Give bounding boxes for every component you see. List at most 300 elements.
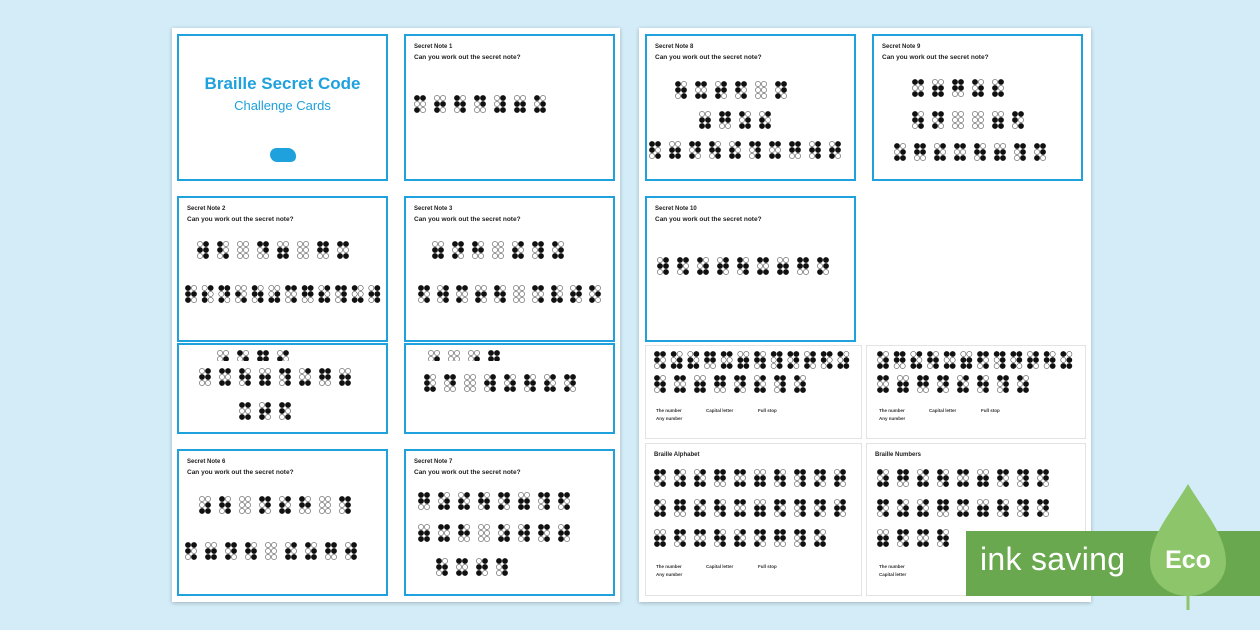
braille-dot — [721, 363, 726, 368]
braille-dot — [325, 297, 330, 302]
braille-dot — [245, 548, 250, 553]
braille-dot — [721, 81, 726, 86]
braille-dot — [514, 95, 519, 100]
braille-dot — [458, 247, 463, 252]
braille-dot — [810, 351, 815, 356]
braille-dot — [448, 356, 453, 361]
braille-dot — [780, 535, 785, 540]
braille-dot — [263, 253, 268, 258]
braille-dot — [291, 291, 296, 296]
braille-dot — [524, 530, 529, 535]
card-question: Can you work out the secret note? — [187, 469, 294, 476]
braille-dots — [654, 374, 814, 402]
braille-dot — [191, 291, 196, 296]
braille-dot — [804, 351, 809, 356]
braille-dot — [524, 374, 529, 379]
braille-dot — [223, 356, 228, 361]
braille-dot — [734, 381, 739, 386]
braille-dot — [440, 107, 445, 112]
braille-dot — [265, 548, 270, 553]
braille-dot — [741, 93, 746, 98]
braille-dot — [911, 363, 916, 368]
braille-dot — [780, 511, 785, 516]
braille-dot — [781, 87, 786, 92]
braille-dot — [454, 107, 459, 112]
braille-dot — [783, 257, 788, 262]
braille-dot — [680, 481, 685, 486]
braille-dot — [464, 386, 469, 391]
braille-dot — [649, 153, 654, 158]
braille-dot — [794, 387, 799, 392]
braille-dot — [660, 469, 665, 474]
braille-dot — [827, 363, 832, 368]
braille-dot — [481, 285, 486, 290]
braille-dot — [900, 143, 905, 148]
braille-dot — [551, 285, 556, 290]
braille-dot — [557, 297, 562, 302]
braille-dot — [432, 253, 437, 258]
braille-dot — [923, 541, 928, 546]
braille-dot — [734, 387, 739, 392]
braille-dot — [827, 357, 832, 362]
braille-dot — [903, 499, 908, 504]
braille-dot — [660, 529, 665, 534]
braille-dot — [917, 529, 922, 534]
braille-dot — [674, 475, 679, 480]
braille-dot — [544, 524, 549, 529]
braille-dot — [518, 498, 523, 503]
braille-dot — [375, 285, 380, 290]
braille-dot — [944, 357, 949, 362]
braille-dot — [277, 350, 282, 355]
braille-dot — [510, 386, 515, 391]
braille-dot — [780, 505, 785, 510]
braille-dot — [774, 469, 779, 474]
braille-dot — [1061, 351, 1066, 356]
braille-dot — [252, 297, 257, 302]
braille-dot — [351, 542, 356, 547]
braille-dot — [937, 505, 942, 510]
braille-dot — [740, 481, 745, 486]
braille-dot — [552, 247, 557, 252]
braille-dot — [721, 93, 726, 98]
braille-dot — [952, 91, 957, 96]
braille-dot — [937, 475, 942, 480]
braille-dot — [251, 542, 256, 547]
braille-dot — [769, 147, 774, 152]
braille-dot — [205, 368, 210, 373]
braille-dot — [245, 402, 250, 407]
braille-dot — [794, 529, 799, 534]
braille-dot — [478, 241, 483, 246]
braille-dot — [1040, 155, 1045, 160]
braille-dot — [734, 529, 739, 534]
braille-dot — [840, 499, 845, 504]
braille-dot — [755, 141, 760, 146]
braille-dot — [923, 387, 928, 392]
braille-dot — [781, 93, 786, 98]
braille-dot — [660, 357, 665, 362]
braille-dot — [983, 363, 988, 368]
braille-dot — [957, 505, 962, 510]
braille-dot — [694, 535, 699, 540]
braille-dot — [681, 81, 686, 86]
braille-dot — [809, 153, 814, 158]
braille-dot — [720, 469, 725, 474]
braille-dot — [800, 499, 805, 504]
braille-dot — [319, 374, 324, 379]
braille-dot — [335, 297, 340, 302]
braille-dot — [538, 285, 543, 290]
braille-dot — [448, 350, 453, 355]
braille-dot — [714, 381, 719, 386]
braille-dot — [961, 351, 966, 356]
braille-dot — [694, 357, 699, 362]
braille-dot — [654, 511, 659, 516]
braille-dot — [933, 363, 938, 368]
braille-dot — [343, 241, 348, 246]
braille-dot — [482, 570, 487, 575]
braille-dot — [1037, 481, 1042, 486]
braille-dot — [325, 554, 330, 559]
braille-dot — [740, 499, 745, 504]
braille-dot — [754, 481, 759, 486]
braille-dot — [960, 155, 965, 160]
braille-dot — [917, 481, 922, 486]
braille-dot — [219, 368, 224, 373]
braille-dot — [660, 475, 665, 480]
braille-dot — [263, 247, 268, 252]
braille-dot — [674, 387, 679, 392]
braille-dot — [938, 123, 943, 128]
braille-dot — [943, 499, 948, 504]
braille-dot — [827, 351, 832, 356]
braille-dot — [424, 536, 429, 541]
braille-dot — [797, 257, 802, 262]
braille-dot — [740, 511, 745, 516]
braille-dot — [674, 541, 679, 546]
braille-dot — [319, 368, 324, 373]
braille-dot — [934, 149, 939, 154]
braille-dot — [275, 285, 280, 290]
braille-dot — [595, 291, 600, 296]
braille-dot — [781, 81, 786, 86]
braille-dot — [504, 536, 509, 541]
braille-dot — [551, 297, 556, 302]
braille-dot — [513, 285, 518, 290]
braille-dot — [744, 351, 749, 356]
braille-dot — [688, 363, 693, 368]
braille-dot — [494, 356, 499, 361]
braille-dot — [460, 101, 465, 106]
braille-dot — [774, 511, 779, 516]
card-title: Secret Note 6 — [187, 459, 226, 465]
braille-dot — [271, 554, 276, 559]
braille-dot — [1027, 363, 1032, 368]
braille-dot — [259, 374, 264, 379]
braille-dot — [943, 481, 948, 486]
braille-dot — [474, 356, 479, 361]
braille-dot — [243, 350, 248, 355]
braille-dot — [1011, 363, 1016, 368]
braille-dot — [720, 375, 725, 380]
braille-dot — [943, 529, 948, 534]
braille-dot — [345, 380, 350, 385]
braille-dot — [998, 117, 1003, 122]
braille-dots — [428, 349, 588, 361]
braille-dot — [297, 247, 302, 252]
braille-dot — [725, 123, 730, 128]
braille-dot — [1023, 499, 1028, 504]
braille-dot — [478, 524, 483, 529]
braille-dot — [694, 529, 699, 534]
braille-dot — [775, 81, 780, 86]
braille-dot — [809, 141, 814, 146]
braille-dot — [795, 141, 800, 146]
braille-dot — [308, 297, 313, 302]
braille-dot — [715, 87, 720, 92]
braille-dot — [504, 386, 509, 391]
braille-dot — [943, 511, 948, 516]
braille-dot — [800, 381, 805, 386]
braille-dot — [994, 143, 999, 148]
braille-dot — [694, 511, 699, 516]
braille-dot — [305, 554, 310, 559]
braille-dot — [952, 79, 957, 84]
braille-dot — [983, 469, 988, 474]
braille-dot — [478, 498, 483, 503]
braille-dot — [795, 153, 800, 158]
braille-dot — [520, 95, 525, 100]
braille-dot — [305, 496, 310, 501]
braille-dot — [655, 153, 660, 158]
braille-dot — [279, 374, 284, 379]
braille-dot — [285, 297, 290, 302]
braille-dot — [997, 387, 1002, 392]
braille-dot — [285, 291, 290, 296]
braille-dot — [821, 351, 826, 356]
braille-dot — [680, 535, 685, 540]
braille-dot — [740, 375, 745, 380]
braille-dot — [570, 297, 575, 302]
braille-dot — [883, 363, 888, 368]
braille-dots — [436, 557, 586, 589]
braille-dot — [414, 95, 419, 100]
braille-dot — [434, 107, 439, 112]
braille-dot — [829, 153, 834, 158]
braille-dot — [345, 496, 350, 501]
braille-dot — [472, 253, 477, 258]
braille-dot — [519, 285, 524, 290]
braille-dot — [992, 91, 997, 96]
braille-dot — [838, 351, 843, 356]
braille-dot — [794, 375, 799, 380]
braille-dot — [654, 469, 659, 474]
braille-dot — [700, 529, 705, 534]
braille-dot — [844, 357, 849, 362]
braille-dot — [490, 374, 495, 379]
braille-dot — [1018, 111, 1023, 116]
braille-dot — [202, 285, 207, 290]
braille-dot — [265, 368, 270, 373]
braille-dot — [500, 285, 505, 290]
braille-dot — [203, 247, 208, 252]
braille-dot — [977, 505, 982, 510]
braille-dot — [717, 257, 722, 262]
braille-dot — [1050, 351, 1055, 356]
braille-dot — [814, 529, 819, 534]
braille-dot — [1017, 499, 1022, 504]
braille-dot — [476, 570, 481, 575]
braille-dot — [663, 269, 668, 274]
braille-dot — [442, 564, 447, 569]
braille-dot — [992, 85, 997, 90]
braille-dot — [285, 554, 290, 559]
braille-dot — [954, 155, 959, 160]
braille-dot — [518, 253, 523, 258]
braille-dot — [735, 147, 740, 152]
braille-dot — [977, 375, 982, 380]
braille-dot — [464, 536, 469, 541]
braille-dot — [700, 475, 705, 480]
braille-dots — [239, 401, 319, 433]
braille-dot — [470, 374, 475, 379]
braille-dot — [199, 508, 204, 513]
braille-dot — [977, 499, 982, 504]
braille-dot — [339, 374, 344, 379]
braille-dot — [680, 387, 685, 392]
braille-dot — [279, 408, 284, 413]
braille-dot — [700, 387, 705, 392]
braille-dot — [512, 253, 517, 258]
braille-dot — [470, 380, 475, 385]
braille-dot — [677, 257, 682, 262]
braille-dot — [1003, 475, 1008, 480]
braille-dot — [674, 381, 679, 386]
braille-dot — [478, 530, 483, 535]
braille-dot — [963, 505, 968, 510]
cover-card — [177, 34, 388, 181]
braille-dot — [894, 357, 899, 362]
braille-dot — [680, 505, 685, 510]
braille-dot — [720, 481, 725, 486]
braille-dot — [803, 257, 808, 262]
card-title: Secret Note 2 — [187, 206, 226, 212]
braille-dot — [735, 81, 740, 86]
braille-dot — [337, 241, 342, 246]
braille-dot — [223, 241, 228, 246]
braille-dot — [454, 356, 459, 361]
braille-dot — [185, 297, 190, 302]
braille-dot — [434, 350, 439, 355]
braille-dot — [820, 541, 825, 546]
braille-dot — [265, 408, 270, 413]
braille-dot — [903, 475, 908, 480]
braille-dot — [557, 291, 562, 296]
braille-dot — [538, 241, 543, 246]
challenge-card-8 — [645, 34, 856, 181]
braille-dot — [558, 241, 563, 246]
braille-dot — [877, 505, 882, 510]
braille-dot — [894, 363, 899, 368]
braille-dot — [745, 123, 750, 128]
braille-dot — [331, 542, 336, 547]
braille-dot — [654, 363, 659, 368]
braille-dot — [205, 508, 210, 513]
braille-dot — [721, 351, 726, 356]
braille-dot — [245, 414, 250, 419]
braille-dot — [689, 147, 694, 152]
braille-dot — [564, 524, 569, 529]
braille-dot — [299, 508, 304, 513]
braille-dot — [1043, 475, 1048, 480]
braille-dot — [649, 141, 654, 146]
braille-dot — [265, 508, 270, 513]
braille-dot — [243, 356, 248, 361]
braille-dot — [550, 386, 555, 391]
braille-dot — [883, 381, 888, 386]
braille-dot — [480, 101, 485, 106]
braille-dot — [205, 374, 210, 379]
braille-dot — [998, 85, 1003, 90]
braille-dot — [737, 269, 742, 274]
answer-choice: Capital letter — [929, 408, 957, 413]
braille-dot — [450, 374, 455, 379]
braille-dot — [337, 247, 342, 252]
braille-dot — [468, 356, 473, 361]
braille-dot — [814, 535, 819, 540]
braille-dot — [498, 241, 503, 246]
braille-dot — [654, 351, 659, 356]
braille-dot — [737, 257, 742, 262]
challenge-card-9 — [872, 34, 1083, 181]
braille-dot — [660, 351, 665, 356]
braille-dot — [654, 499, 659, 504]
braille-dot — [697, 257, 702, 262]
braille-dot — [211, 542, 216, 547]
braille-dots — [657, 256, 852, 288]
braille-dot — [437, 285, 442, 290]
braille-dot — [564, 374, 569, 379]
braille-dot — [937, 499, 942, 504]
braille-dot — [544, 530, 549, 535]
braille-dot — [694, 499, 699, 504]
braille-dot — [1020, 149, 1025, 154]
braille-dot — [700, 481, 705, 486]
braille-dot — [263, 241, 268, 246]
cover-title: Braille Secret Code — [204, 74, 361, 93]
braille-dot — [259, 368, 264, 373]
braille-dot — [551, 291, 556, 296]
braille-dot — [530, 380, 535, 385]
braille-dot — [1067, 357, 1072, 362]
braille-dot — [269, 297, 274, 302]
braille-dot — [683, 269, 688, 274]
braille-dot — [191, 297, 196, 302]
card-title: Secret Note 7 — [414, 459, 453, 465]
braille-dot — [231, 554, 236, 559]
braille-dot — [462, 564, 467, 569]
braille-dot — [754, 381, 759, 386]
braille-dot — [903, 481, 908, 486]
braille-dot — [341, 291, 346, 296]
braille-dot — [520, 107, 525, 112]
braille-dot — [1023, 511, 1028, 516]
braille-dot — [308, 291, 313, 296]
braille-dot — [414, 101, 419, 106]
braille-dot — [570, 285, 575, 290]
braille-dot — [817, 263, 822, 268]
